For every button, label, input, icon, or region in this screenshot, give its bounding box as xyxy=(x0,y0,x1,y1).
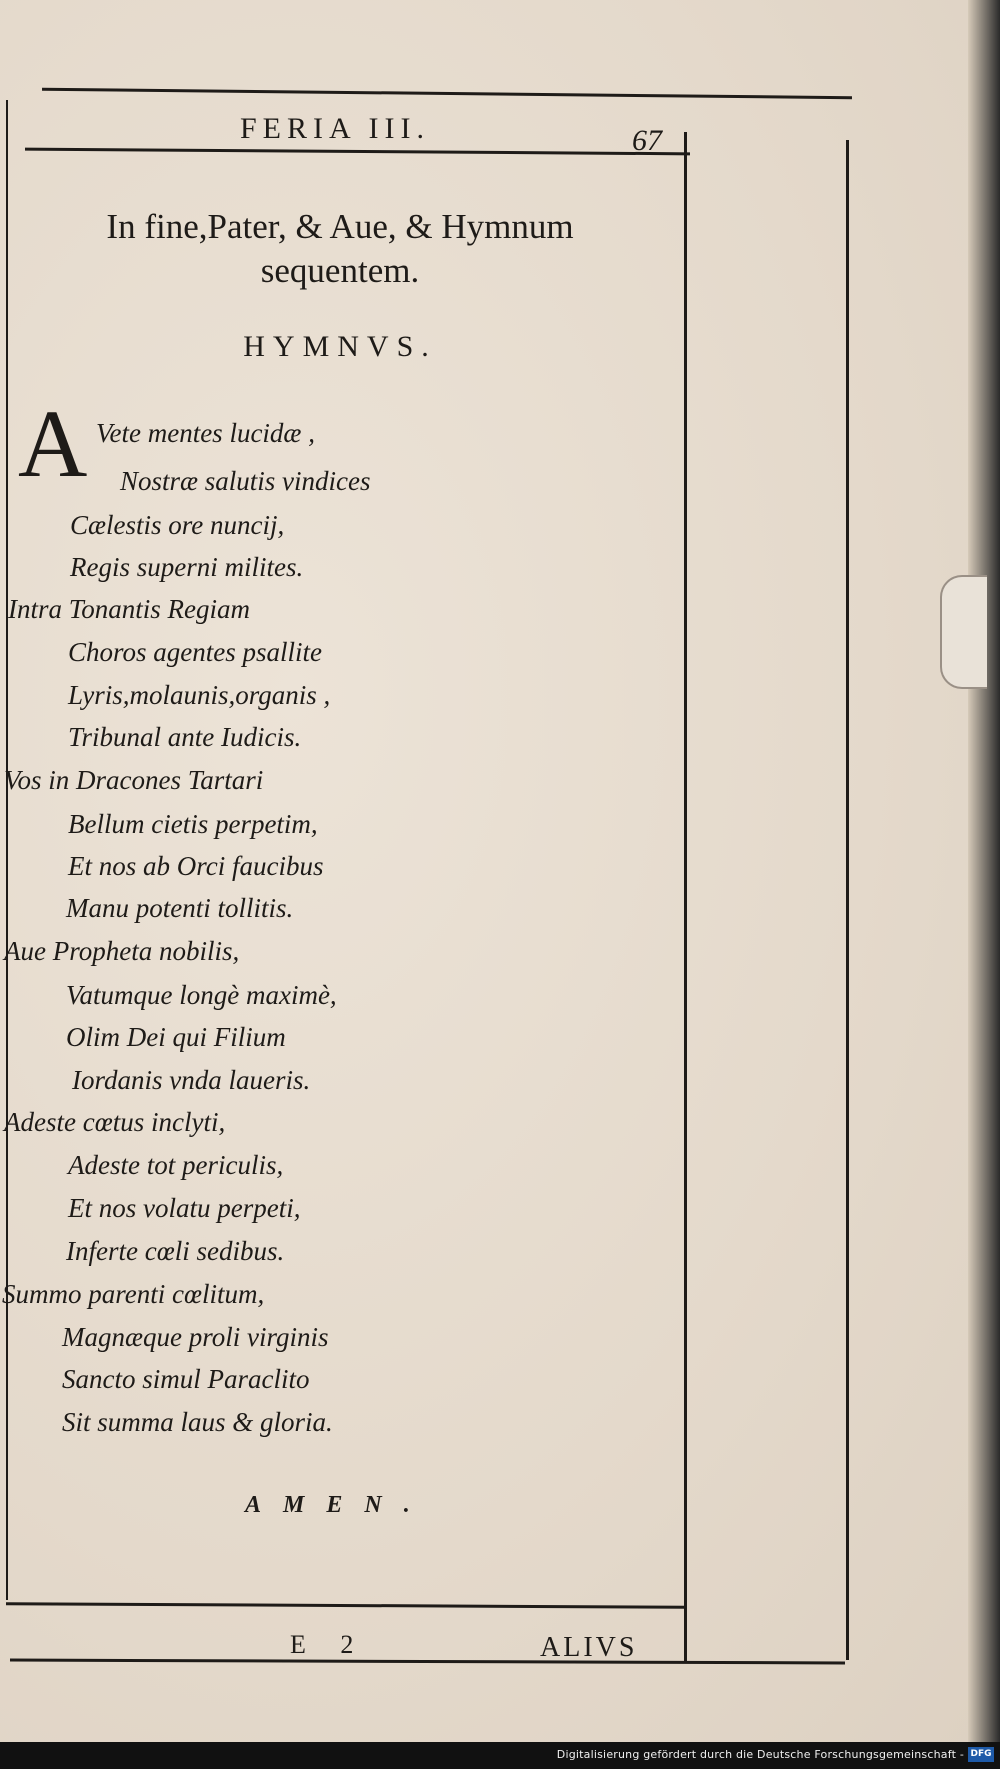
verse-line: Lyris,molaunis,organis , xyxy=(68,680,331,710)
hymn-heading: HYMNVS. xyxy=(243,330,437,363)
inner-right-rule xyxy=(684,132,687,1662)
verse-line: Et nos volatu perpeti, xyxy=(68,1193,301,1223)
amen: AMEN. xyxy=(245,1492,432,1518)
outer-right-rule xyxy=(846,140,849,1660)
verse-line: Vete mentes lucidæ , xyxy=(96,418,315,448)
outer-top-rule xyxy=(42,88,852,99)
verse-line: Aue Propheta nobilis, xyxy=(4,936,240,966)
outer-bottom-rule xyxy=(10,1659,845,1665)
page-number: 67 xyxy=(632,124,662,157)
verse-line: Adeste cœtus inclyti, xyxy=(4,1107,226,1137)
verse-line: Et nos ab Orci faucibus xyxy=(68,851,324,881)
verse-line: Sit summa laus & gloria. xyxy=(62,1407,333,1437)
dfg-logo-badge: DFG xyxy=(968,1747,994,1762)
verse-line: Olim Dei qui Filium xyxy=(66,1022,286,1052)
running-head: FERIA III. xyxy=(240,112,430,145)
footer-credit: Digitalisierung gefördert durch die Deutsche Forschungsgemeinschaft - xyxy=(556,1748,964,1761)
page-edge-shadow xyxy=(968,0,1000,1742)
page-tab xyxy=(940,575,987,689)
signature-mark: E 2 xyxy=(290,1630,368,1659)
verse-line: Sancto simul Paraclito xyxy=(62,1364,310,1394)
inner-top-rule xyxy=(25,148,690,156)
inner-bottom-rule xyxy=(6,1602,686,1609)
verse-line: Bellum cietis perpetim, xyxy=(68,809,318,839)
verse-line: Iordanis vnda laueris. xyxy=(72,1065,311,1095)
verse-line: Choros agentes psallite xyxy=(68,637,322,667)
rubric-line-2: sequentem. xyxy=(260,251,420,290)
verse-line: Cælestis ore nuncij, xyxy=(70,510,285,540)
verse-line: Inferte cœli sedibus. xyxy=(66,1236,285,1266)
verse-line: Adeste tot periculis, xyxy=(68,1150,284,1180)
rubric-line-1: In fine,Pater, & Aue, & Hymnum xyxy=(106,207,574,246)
left-rule xyxy=(6,100,8,1600)
verse-line: Vos in Dracones Tartari xyxy=(4,765,264,795)
verse-line: Manu potenti tollitis. xyxy=(66,893,294,923)
verse-line: Magnæque proli virginis xyxy=(62,1322,329,1352)
catchword: ALIVS xyxy=(540,1632,638,1663)
verse-line: Vatumque longè maximè, xyxy=(66,980,337,1010)
verse-line: Intra Tonantis Regiam xyxy=(8,594,251,624)
verse-line: Nostræ salutis vindices xyxy=(120,466,371,496)
drop-cap: A xyxy=(18,390,88,497)
verse-line: Summo parenti cœlitum, xyxy=(2,1279,265,1309)
verse-line: Regis superni milites. xyxy=(70,552,304,582)
verse-line: Tribunal ante Iudicis. xyxy=(68,722,302,752)
rubric xyxy=(60,205,620,293)
